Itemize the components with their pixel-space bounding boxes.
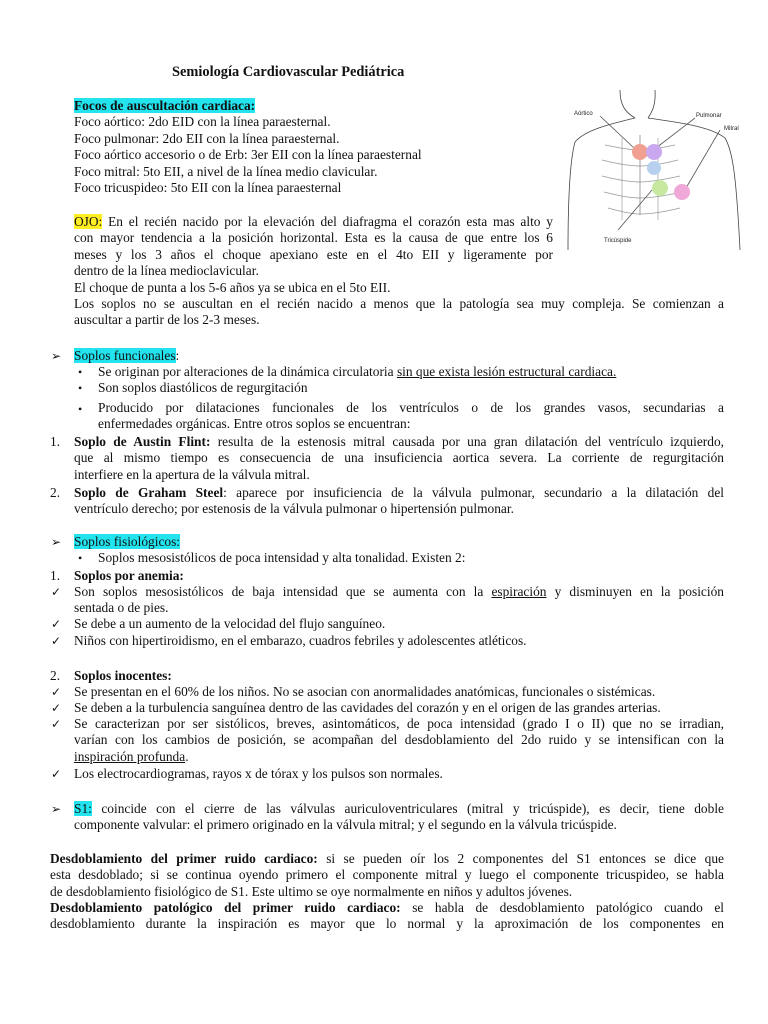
inocentes-heading: Soplos inocentes: bbox=[74, 668, 172, 683]
ojo-line-3: meses y los 3 años el choque apexiano este en el 4to EII y ligeramente por bbox=[74, 246, 553, 262]
desdoblamiento-p2-line-1: se habla de desdoblamiento patológico cuando el bbox=[400, 900, 724, 915]
anemia-item-2: Se debe a un aumento de la velocidad del flujo sanguíneo. bbox=[74, 616, 386, 631]
check-icon: ✓ bbox=[51, 685, 62, 699]
funcionales-heading-row bbox=[74, 348, 179, 364]
ojo-line-4: dentro de la línea medioclavicular. bbox=[74, 263, 259, 279]
ojo-line-1: En el recién nacido por la elevación del diafragma el corazón esta mas alto y bbox=[102, 214, 553, 229]
list-number: 1. bbox=[50, 568, 61, 583]
aortic-focus-marker bbox=[632, 144, 648, 160]
pulmonary-label: Pulmonar bbox=[696, 113, 722, 119]
foco-mitral: Foco mitral: 5to EII, a nivel de la línea medio clavicular. bbox=[74, 163, 378, 179]
arrow-bullet-icon: ➢ bbox=[51, 349, 62, 363]
graham-steel-title: Soplo de Graham Steel bbox=[74, 485, 224, 500]
rib-line-3 bbox=[602, 176, 680, 182]
list-number: 2. bbox=[50, 485, 61, 500]
neck-left-line bbox=[620, 90, 635, 118]
focos-heading: Focos de auscultación cardiaca: bbox=[74, 98, 256, 113]
austin-flint-line-1: resulta de la estenosis mitral causada por una gran dilatación del ventrículo izquierdo, bbox=[210, 434, 724, 449]
arrow-bullet-icon: ➢ bbox=[51, 535, 62, 549]
check-icon: ✓ bbox=[51, 767, 62, 781]
check-icon: ✓ bbox=[51, 585, 62, 599]
check-icon: ✓ bbox=[51, 717, 62, 731]
tricuspid-focus-marker bbox=[652, 180, 668, 196]
aortic-label: Aórtico bbox=[574, 111, 593, 117]
rib-line-5 bbox=[608, 208, 680, 214]
check-icon: ✓ bbox=[51, 617, 62, 631]
funcionales-bullet-3 bbox=[98, 400, 724, 433]
inocentes-item-3-underlined: inspiración profunda bbox=[74, 748, 186, 764]
check-icon: ✓ bbox=[51, 701, 62, 715]
s1-line-2: componente valvular: el primero originado en la válvula mitral; y el segundo en la válvula tricúspide. bbox=[74, 817, 617, 833]
desdoblamiento-p1-line-3: de desdoblamiento fisiológico de S1. Este ultimo se oye normalmente en niños y adultos jóvenes. bbox=[50, 883, 573, 899]
check-icon: ✓ bbox=[51, 634, 62, 648]
foco-aortico: Foco aórtico: 2do EID con la línea paraesternal. bbox=[74, 114, 331, 130]
fisiologicos-heading: Soplos fisiológicos: bbox=[74, 534, 181, 549]
anemia-item-1-underlined: espiración bbox=[491, 584, 547, 599]
anemia-item-1-line-2: sentada o de pies. bbox=[74, 600, 169, 616]
bullet-3-line-2: enfermedades orgánicas. Entre otros soplos se encuentran: bbox=[98, 416, 411, 432]
dot-bullet-icon: • bbox=[78, 551, 83, 565]
fisiologicos-bullet-1: Soplos mesosistólicos de poca intensidad y alta tonalidad. Existen 2: bbox=[98, 550, 466, 565]
erb-focus-marker bbox=[647, 161, 661, 175]
neck-right-line bbox=[648, 90, 655, 118]
desdoblamiento-heading-2: Desdoblamiento patológico del primer ruido cardiaco: bbox=[50, 900, 401, 915]
anemia-item-3: Niños con hipertiroidismo, en el embarazo, cuadros febriles y adolescentes atléticos. bbox=[74, 633, 527, 648]
ojo-line-5: El choque de punta a los 5-6 años ya se ubica en el 5to EII. bbox=[74, 279, 391, 295]
aortic-pointer bbox=[600, 116, 634, 148]
funcionales-bullet-2: Son soplos diastólicos de regurgitación bbox=[98, 380, 308, 395]
focos-section bbox=[74, 98, 554, 196]
desdoblamiento-patologico bbox=[50, 900, 724, 933]
list-number: 1. bbox=[50, 434, 61, 449]
dot-bullet-icon: • bbox=[78, 402, 83, 416]
funcionales-colon: : bbox=[175, 348, 180, 363]
austin-flint-line-2: que al mismo tiempo es consecuencia de una insuficiencia aortica severa. La corriente de regurgitación bbox=[74, 450, 724, 466]
fisiologicos-heading-row bbox=[74, 534, 180, 550]
tricuspid-label: Tricúspide bbox=[604, 238, 632, 244]
desdoblamiento-fisiologico bbox=[50, 851, 724, 900]
ojo-paragraph bbox=[74, 214, 553, 296]
s1-label: S1: bbox=[74, 801, 92, 816]
austin-flint-item bbox=[74, 434, 724, 483]
inocentes-item-3-end: . bbox=[185, 748, 189, 764]
desdoblamiento-p1-line-1: si se pueden oír los 2 componentes del S1 entonces se dice que bbox=[317, 851, 724, 866]
dot-bullet-icon: • bbox=[78, 381, 83, 395]
inocentes-item-3 bbox=[74, 716, 724, 765]
mitral-focus-marker bbox=[674, 184, 690, 200]
mitral-label: Mitral bbox=[724, 126, 739, 132]
dot-bullet-icon: • bbox=[78, 365, 83, 379]
anemia-item-1-pre: Son soplos mesosistólicos de baja intensidad que se aumenta con la bbox=[74, 584, 492, 599]
s1-paragraph bbox=[74, 801, 724, 834]
ojo-line-2: con mayor tendencia a la posición horizontal. Esta es la causa de que entre los 6 bbox=[74, 230, 553, 246]
graham-steel-line-1: : aparece por insuficiencia de la válvula pulmonar, secundario a la dilatación del bbox=[223, 485, 725, 500]
foco-tricuspideo: Foco tricuspideo: 5to EII con la línea paraesternal bbox=[74, 180, 342, 196]
arrow-bullet-icon: ➢ bbox=[51, 802, 62, 816]
funcionales-bullet-1 bbox=[98, 364, 616, 380]
desdoblamiento-p1-line-2: esta desdoblado; si se continua oyendo primero el componente mitral y luego el componente tricuspideo, se habla bbox=[50, 867, 724, 883]
anemia-item-1-post: y disminuyen en la posición bbox=[546, 584, 724, 599]
mitral-pointer bbox=[686, 130, 720, 188]
ojo-line-6: Los soplos no se auscultan en el recién nacido a menos que la patología sea muy compleja. Se comienzan a bbox=[74, 296, 724, 311]
list-number: 2. bbox=[50, 668, 61, 683]
inocentes-item-4: Los electrocardiogramas, rayos x de tórax y los pulsos son normales. bbox=[74, 766, 443, 781]
graham-steel-line-2: ventrículo derecho; por estenosis de la válvula pulmonar o hipertensión pulmonar. bbox=[74, 501, 514, 517]
graham-steel-item bbox=[74, 485, 724, 518]
ojo-line-7: auscultar a partir de los 2-3 meses. bbox=[74, 312, 260, 328]
ojo-continuation bbox=[74, 296, 724, 329]
desdoblamiento-heading-1: Desdoblamiento del primer ruido cardiaco: bbox=[50, 851, 318, 866]
inocentes-item-2: Se deben a la turbulencia sanguínea dentro de las cavidades del corazón y en el origen de las grandes arterias. bbox=[74, 700, 661, 715]
austin-flint-line-3: interfiere en la apertura de la válvula mitral. bbox=[74, 466, 310, 482]
inocentes-item-3-line-1: Se caracterizan por ser sistólicos, breves, asintomáticos, de poca intensidad (grado I o II) que no se irradian, bbox=[74, 716, 724, 731]
foco-erb: Foco aórtico accesorio o de Erb: 3er EII con la línea paraesternal bbox=[74, 147, 422, 163]
bullet-3-line-1: Producido por dilataciones funcionales de los ventrículos o de los grandes vasos, secundarias a bbox=[98, 400, 724, 415]
anemia-item-1 bbox=[74, 584, 724, 617]
rib-line-4 bbox=[604, 192, 682, 198]
austin-flint-title: Soplo de Austin Flint: bbox=[74, 434, 211, 449]
left-shoulder-line bbox=[568, 118, 635, 250]
ojo-label: OJO: bbox=[74, 214, 103, 229]
inocentes-item-3-line-2: varían con los cambios de posición, se acompañan del desdoblamiento del 2do ruido y se intensifican con la bbox=[74, 732, 724, 748]
pulmonary-focus-marker bbox=[646, 144, 662, 160]
s1-line-1: coincide con el cierre de las válvulas auriculoventriculares (mitral y tricúspide), es decir, tiene doble bbox=[91, 801, 724, 816]
inocentes-item-1: Se presentan en el 60% de los niños. No se asocian con anormalidades anatómicas, funcionales o sistémicas. bbox=[74, 684, 656, 699]
funcionales-heading: Soplos funcionales bbox=[74, 348, 176, 363]
bullet-1-underlined: sin que exista lesión estructural cardiaca. bbox=[396, 364, 617, 379]
anemia-heading: Soplos por anemia: bbox=[74, 568, 184, 583]
auscultation-diagram bbox=[560, 90, 752, 250]
page-title: Semiología Cardiovascular Pediátrica bbox=[172, 64, 405, 80]
desdoblamiento-p2-line-2: desdoblamiento durante la inspiración es mayor que lo normal y la aproximación de los componentes en bbox=[50, 916, 724, 932]
foco-pulmonar: Foco pulmonar: 2do EII con la línea paraesternal. bbox=[74, 130, 340, 146]
bullet-1-text: Se originan por alteraciones de la dinámica circulatoria bbox=[98, 364, 397, 379]
